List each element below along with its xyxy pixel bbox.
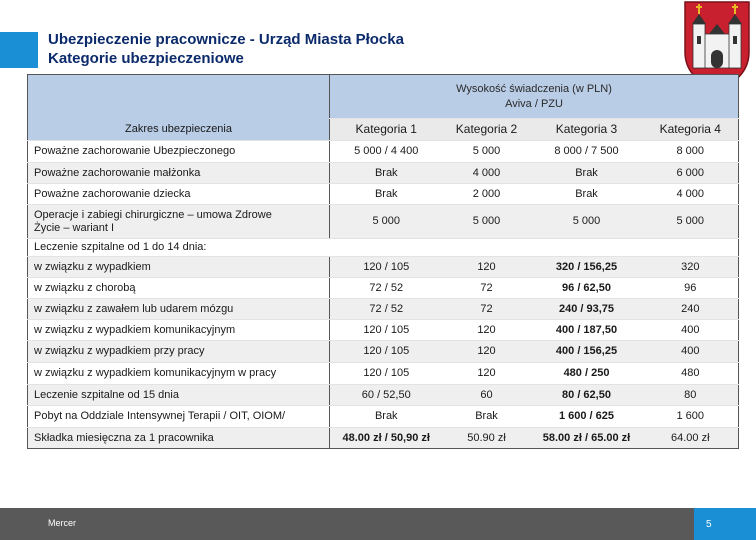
table-row: Pobyt na Oddziale Intensywnej Terapii / OIT, OIOM/ Brak Brak 1 600 / 625 1 600 bbox=[28, 406, 739, 428]
category-header-4: Kategoria 4 bbox=[643, 119, 739, 141]
table-row: w związku z zawałem lub udarem mózgu 72 / 52 72 240 / 93,75 240 bbox=[28, 299, 739, 320]
table-row: w związku z wypadkiem komunikacyjnym 120 / 105 120 400 / 187,50 400 bbox=[28, 320, 739, 341]
table-row: Poważne zachorowanie małżonka Brak 4 000 Brak 6 000 bbox=[28, 163, 739, 184]
title-line-1: Ubezpieczenie pracownicze - Urząd Miasta Płocka bbox=[48, 31, 404, 48]
category-header-3: Kategoria 3 bbox=[531, 119, 643, 141]
table-row: Poważne zachorowanie Ubezpieczonego 5 000 / 4 400 5 000 8 000 / 7 500 8 000 bbox=[28, 141, 739, 163]
table-row: w związku z wypadkiem przy pracy 120 / 105 120 400 / 156,25 400 bbox=[28, 341, 739, 363]
title-line-2: Kategorie ubezpieczeniowe bbox=[48, 50, 244, 67]
amount-header: Wysokość świadczenia (w PLN) Aviva / PZU bbox=[330, 75, 739, 119]
slide-title bbox=[48, 30, 404, 68]
footer-brand: Mercer bbox=[48, 518, 77, 528]
footer-bar bbox=[0, 508, 756, 540]
table-row: Poważne zachorowanie dziecka Brak 2 000 Brak 4 000 bbox=[28, 184, 739, 205]
category-header-2: Kategoria 2 bbox=[443, 119, 531, 141]
table-row-premium: Składka miesięczna za 1 pracownika 48.00 zł / 50,90 zł 50.90 zł 58.00 zł / 65.00 zł 64.00 zł bbox=[28, 428, 739, 449]
insurance-table bbox=[27, 74, 739, 449]
table-row: Operacje i zabiegi chirurgiczne – umowa Zdrowe Życie – wariant I 5 000 5 000 5 000 5 000 bbox=[28, 205, 739, 239]
page-number: 5 bbox=[706, 519, 712, 530]
scope-header: Zakres ubezpieczenia bbox=[28, 75, 330, 141]
table-row: w związku z wypadkiem komunikacyjnym w pracy 120 / 105 120 480 / 250 480 bbox=[28, 363, 739, 385]
table-section-row: Leczenie szpitalne od 1 do 14 dnia: bbox=[28, 239, 739, 257]
table-row: w związku z wypadkiem 120 / 105 120 320 / 156,25 320 bbox=[28, 257, 739, 278]
accent-bar bbox=[0, 32, 38, 68]
table-row: w związku z chorobą 72 / 52 72 96 / 62,50 96 bbox=[28, 278, 739, 299]
table-row: Leczenie szpitalne od 15 dnia 60 / 52,50 60 80 / 62,50 80 bbox=[28, 385, 739, 406]
page-number-box bbox=[694, 508, 756, 540]
category-header-1: Kategoria 1 bbox=[330, 119, 443, 141]
